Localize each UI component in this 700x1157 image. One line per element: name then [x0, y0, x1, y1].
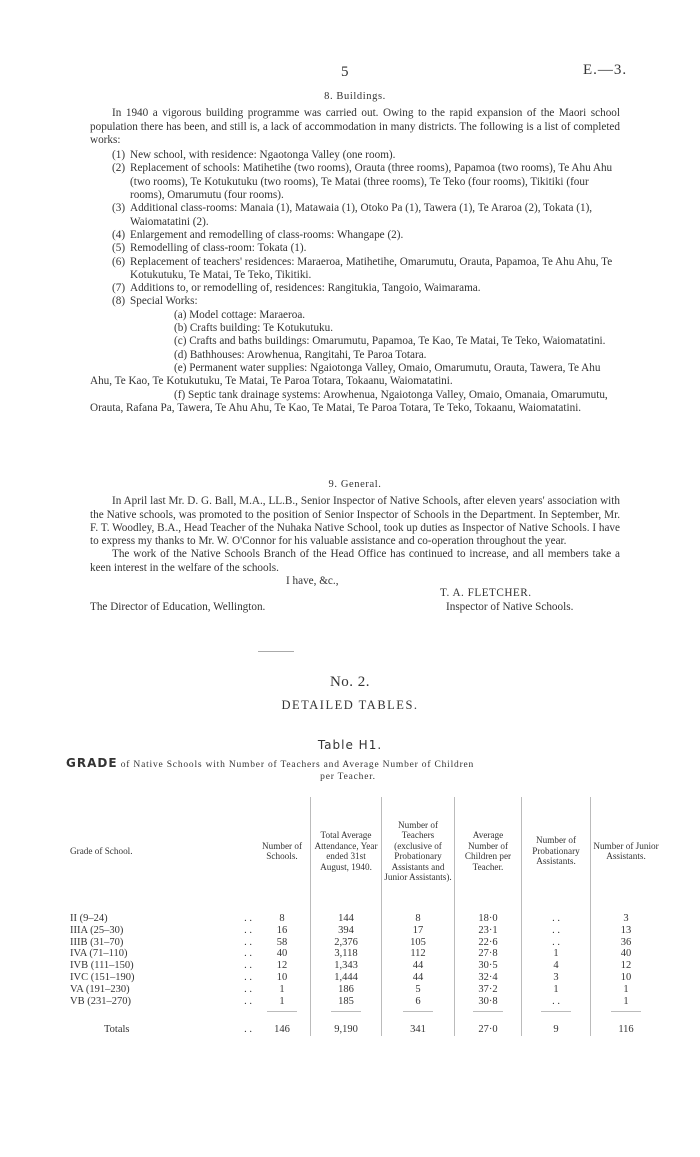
addressee: The Director of Education, Wellington.	[90, 601, 266, 614]
table-row: IVA (71–110) . . 40 3,118 112 27·8 1 40	[68, 948, 661, 960]
signature: T. A. FLETCHER.	[440, 587, 532, 600]
table-name: Table H1.	[317, 738, 383, 752]
document-code: E.—3.	[583, 62, 628, 78]
table-row: II (9–24) . . 8 144 8 18·0 . . 3	[68, 913, 661, 925]
general-section	[90, 478, 620, 615]
totals-row: Totals . . 146 9,190 341 27·0 9 116	[68, 1015, 661, 1036]
header-junior: Number of Junior Assistants.	[591, 797, 662, 905]
table-row: IVC (151–190) . . 10 1,444 44 32·4 3 10	[68, 972, 661, 984]
works-item: (6) Replacement of teachers' residences: Maraeroa, Matihetihe, Omarumutu, Orauta, Papamoa, Te Ahu Ahu, Te Kotukutuku, Te Matai, Te Teko, Tikitiki.	[112, 255, 613, 281]
section-title: DETAILED TABLES.	[281, 698, 419, 712]
signoff	[90, 575, 620, 615]
table-title-line2: per Teacher.	[320, 772, 376, 782]
header-schools: Number of Schools.	[261, 840, 303, 861]
header-avg-children: Average Number of Children per Teacher.	[455, 797, 522, 905]
special-works-item: (a) Model cottage: Maraeroa.	[174, 308, 306, 321]
special-works-item: (f) Septic tank drainage systems: Arowhenua, Ngaiotonga Valley, Omaio, Omanaia, Omarumutu, Orauta, Rafana Pa, Tawera, Te Ahu Ahu, Te Kao, Te Matai, Te Paroa Totara, Te Teko, Tokaanu, Waiomatatini.	[90, 388, 608, 414]
general-heading: 9. General.	[328, 479, 382, 490]
works-item: (3) Additional class-rooms: Manaia (1), Matawaia (1), Otoko Pa (1), Tawera (1), Te Araroa (2), Tokata (1), Waiomatatini (2).	[112, 202, 593, 228]
table-header-row	[68, 797, 661, 905]
grades-table	[68, 797, 661, 1036]
section-number: No. 2.	[329, 674, 371, 690]
table-row: IIIB (31–70) . . 58 2,376 105 22·6 . . 36	[68, 937, 661, 949]
table-row: VA (191–230) . . 1 186 5 37·2 1 1	[68, 984, 661, 996]
header-probationary: Number of Probationary Assistants.	[522, 797, 591, 905]
table-row: IIIA (25–30) . . 16 394 17 23·1 . . 13	[68, 925, 661, 937]
buildings-intro: In 1940 a vigorous building programme was carried out. Owing to the rapid expansion of the Maori school population there has been, and still is, a lack of accommodation in many districts. The following is a list of completed works:	[90, 107, 620, 146]
table-title	[66, 757, 630, 783]
header-attendance: Total Average Attendance, Year ended 31st August, 1940.	[311, 797, 382, 905]
table-row: IVB (111–150) . . 12 1,343 44 30·5 4 12	[68, 960, 661, 972]
works-item: (8) Special Works:	[112, 295, 198, 308]
signatory-title: Inspector of Native Schools.	[446, 601, 574, 614]
buildings-section	[90, 90, 620, 415]
table-row: VB (231–270) . . 1 185 6 30·8 . . 1	[68, 996, 661, 1008]
general-paragraph-1: In April last Mr. D. G. Ball, M.A., LL.B., Senior Inspector of Native Schools, after eleven years' association with the Native schools, was promoted to the position of Senior Inspector of Schools in the Department. In September, Mr. F. T. Woodley, B.A., Head Teacher of the Nuhaka Native School, took up duties as Inspector of Native Schools. I have to express my thanks to Mr. W. O'Connor for his valuable assistance and co-operation throughout the year.	[90, 495, 620, 548]
works-item: (7) Additions to, or remodelling of, residences: Rangitukia, Tangoio, Waimarama.	[112, 282, 481, 295]
general-paragraph-2: The work of the Native Schools Branch of the Head Office has continued to increase, and all members take a keen interest in the welfare of the schools.	[90, 548, 620, 574]
page-number: 5	[341, 64, 349, 80]
special-works-list	[90, 309, 620, 415]
table-title-rest: of Native Schools with Number of Teachers and Average Number of Children	[120, 760, 475, 770]
totals-rule-row	[68, 1007, 661, 1015]
special-works-item: (c) Crafts and baths buildings: Omarumutu, Papamoa, Te Kao, Te Matai, Te Teko, Waiomatatini.	[174, 335, 606, 348]
works-item: (1) New school, with residence: Ngaotonga Valley (one room).	[112, 149, 396, 162]
works-item: (2) Replacement of schools: Matihetihe (two rooms), Orauta (three rooms), Papamoa (two rooms), Te Ahu Ahu (two rooms), Te Kotukutuku (two rooms), Te Matai (three rooms), Te Teko (four rooms), Tikitiki (four rooms), Omarumutu (four rooms).	[112, 162, 613, 202]
works-list	[90, 149, 620, 309]
special-works-item: (b) Crafts building: Te Kotukutuku.	[174, 322, 334, 335]
header-grade: Grade of School.	[70, 845, 133, 856]
special-works-item: (d) Bathhouses: Arowhenua, Rangitahi, Te Paroa Totara.	[174, 348, 427, 361]
closing: I have, &c.,	[286, 575, 339, 588]
table-title-bold: GRADE	[66, 756, 118, 770]
buildings-heading: 8. Buildings.	[324, 91, 386, 102]
works-item: (5) Remodelling of class-room: Tokata (1).	[112, 242, 307, 255]
header-teachers: Number of Teachers (exclusive of Probationary Assistants and Junior Assistants).	[382, 797, 455, 905]
divider	[258, 651, 294, 652]
special-works-item: (e) Permanent water supplies: Ngaiotonga Valley, Omaio, Omarumutu, Orauta, Tawera, Te Ahu Ahu, Te Kao, Te Kotukutuku, Te Matai, Te Paroa Totara, Tokaanu, Waiomatatini.	[90, 361, 601, 388]
works-item: (4) Enlargement and remodelling of class-rooms: Whangape (2).	[112, 228, 404, 241]
